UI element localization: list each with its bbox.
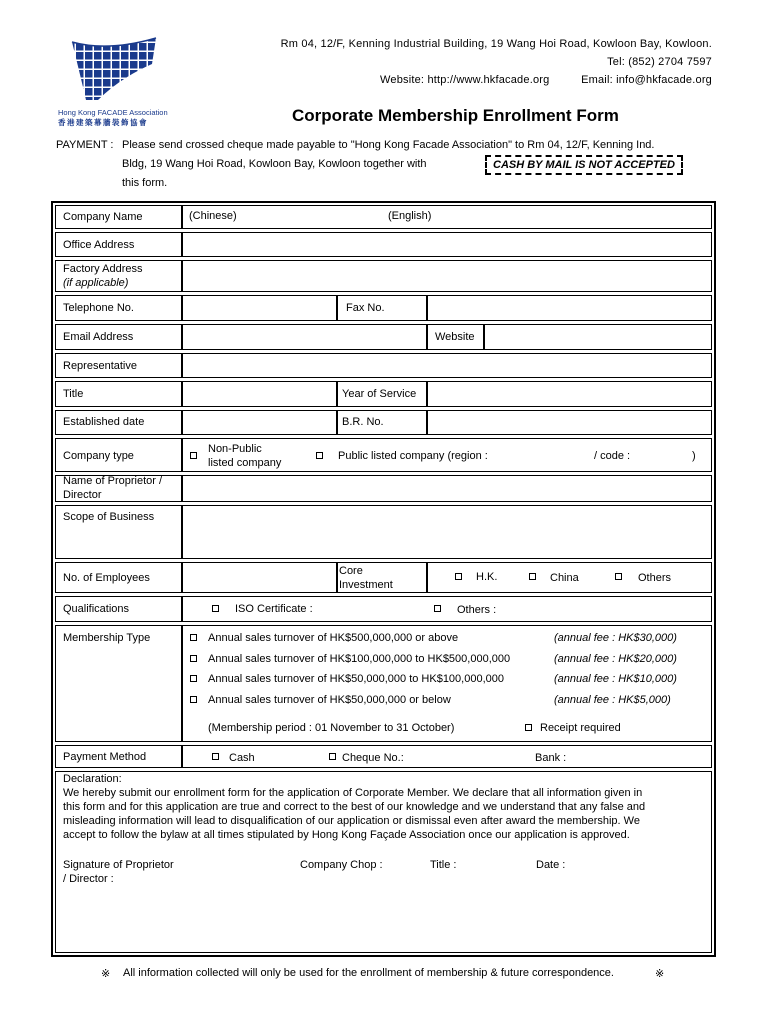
hk-label: H.K. bbox=[476, 571, 498, 583]
declaration-line: accept to follow the bylaw at all times stipulated by Hong Kong Façade Association once our application is approved. bbox=[63, 829, 630, 841]
factory-address-field[interactable] bbox=[182, 260, 712, 292]
non-public-label-2: listed company bbox=[208, 457, 282, 469]
payment-method-label: Payment Method bbox=[63, 751, 147, 763]
others-label: Others bbox=[638, 572, 672, 584]
br-no-label: B.R. No. bbox=[342, 416, 384, 428]
established-date-label: Established date bbox=[63, 416, 145, 428]
declaration-line: We hereby submit our enrollment form for the application of Corporate Member. We declare that all information given in bbox=[63, 787, 643, 799]
title-label: Title bbox=[63, 388, 84, 400]
membership-option-text: Annual sales turnover of HK$500,000,000 or above bbox=[208, 632, 459, 644]
office-address-field[interactable] bbox=[182, 232, 712, 257]
qualification-others-checkbox[interactable] bbox=[434, 605, 441, 612]
br-no-field[interactable] bbox=[427, 410, 712, 435]
qualifications-label: Qualifications bbox=[63, 603, 130, 615]
fax-label: Fax No. bbox=[346, 302, 385, 314]
factory-address-label: Factory Address bbox=[63, 263, 143, 275]
footer-note: All information collected will only be used for the enrollment of membership & future correspondence. bbox=[123, 967, 614, 979]
signature-label-1: Signature of Proprietor bbox=[63, 859, 174, 871]
cash-label: Cash bbox=[229, 752, 255, 764]
payment-line1: Please send crossed cheque made payable to "Hong Kong Facade Association" to Rm 04, 12/F, Kenning Ind. bbox=[122, 139, 655, 151]
header-website: Website: http://www.hkfacade.org bbox=[380, 74, 550, 86]
payment-line3: this form. bbox=[122, 177, 168, 189]
payment-method-cell bbox=[182, 745, 712, 768]
representative-label: Representative bbox=[63, 360, 137, 372]
membership-option-text: Annual sales turnover of HK$50,000,000 or below bbox=[208, 694, 451, 706]
public-listed-label: Public listed company (region : bbox=[338, 450, 488, 462]
website-field[interactable] bbox=[484, 324, 712, 350]
membership-option-checkbox[interactable] bbox=[190, 634, 197, 641]
email-field[interactable] bbox=[182, 324, 427, 350]
scope-label: Scope of Business bbox=[63, 511, 155, 523]
employees-label: No. of Employees bbox=[63, 572, 150, 584]
date-label: Date : bbox=[536, 859, 566, 871]
iso-checkbox[interactable] bbox=[212, 605, 219, 612]
website-label: Website bbox=[435, 331, 475, 343]
core-label-2: Investment bbox=[339, 579, 393, 591]
company-name-field[interactable] bbox=[182, 205, 712, 229]
chinese-label: (Chinese) bbox=[189, 210, 237, 222]
telephone-field[interactable] bbox=[182, 295, 337, 321]
receipt-checkbox[interactable] bbox=[525, 724, 532, 731]
employees-field[interactable] bbox=[182, 562, 337, 593]
year-of-service-field[interactable] bbox=[427, 381, 712, 407]
footer-mark-icon: ※ bbox=[655, 968, 665, 980]
declaration-title: Declaration: bbox=[63, 773, 122, 785]
code-label: / code : bbox=[594, 450, 631, 462]
iso-label: ISO Certificate : bbox=[235, 603, 313, 615]
scope-field[interactable] bbox=[182, 505, 712, 559]
membership-option-checkbox[interactable] bbox=[190, 655, 197, 662]
declaration-line: this form and for this application are true and correct to the best of our knowledge and we understand that any false and bbox=[63, 801, 646, 813]
logo-chinese: 香港建築幕牆裝飾協會 bbox=[58, 118, 148, 127]
company-type-label: Company type bbox=[63, 450, 134, 462]
if-applicable-label: (if applicable) bbox=[63, 277, 129, 289]
title-field[interactable] bbox=[182, 381, 337, 407]
membership-option-checkbox[interactable] bbox=[190, 675, 197, 682]
payment-label: PAYMENT : bbox=[56, 139, 114, 151]
membership-period: (Membership period : 01 November to 31 October) bbox=[208, 722, 455, 734]
cash-not-accepted-notice: CASH BY MAIL IS NOT ACCEPTED bbox=[485, 155, 683, 175]
qualification-others-label: Others : bbox=[457, 604, 497, 616]
cheque-label: Cheque No.: bbox=[342, 752, 404, 764]
declaration-line: misleading information will lead to disqualification of our application or dismissal even after award the membership. We bbox=[63, 815, 640, 827]
membership-option-fee: (annual fee : HK$20,000) bbox=[554, 653, 677, 665]
cash-checkbox[interactable] bbox=[212, 753, 219, 760]
email-label: Email Address bbox=[63, 331, 134, 343]
telephone-label: Telephone No. bbox=[63, 302, 134, 314]
logo-english: Hong Kong FACADE Association bbox=[58, 108, 168, 117]
hk-checkbox[interactable] bbox=[455, 573, 462, 580]
year-of-service-label: Year of Service bbox=[342, 388, 417, 400]
page-title: Corporate Membership Enrollment Form bbox=[292, 106, 619, 125]
china-label: China bbox=[550, 572, 579, 584]
cheque-checkbox[interactable] bbox=[329, 753, 336, 760]
membership-option-fee: (annual fee : HK$5,000) bbox=[554, 694, 671, 706]
proprietor-label-1: Name of Proprietor / bbox=[63, 475, 163, 487]
english-label: (English) bbox=[388, 210, 432, 222]
non-public-checkbox[interactable] bbox=[190, 452, 197, 459]
payment-line2: Bldg, 19 Wang Hoi Road, Kowloon Bay, Kowloon together with bbox=[122, 158, 427, 170]
logo-grid-icon bbox=[58, 34, 168, 104]
china-checkbox[interactable] bbox=[529, 573, 536, 580]
header-tel: Tel: (852) 2704 7597 bbox=[607, 56, 712, 68]
receipt-label: Receipt required bbox=[540, 722, 621, 734]
others-checkbox[interactable] bbox=[615, 573, 622, 580]
company-chop-label: Company Chop : bbox=[300, 859, 383, 871]
title-sign-label: Title : bbox=[430, 859, 457, 871]
membership-option-text: Annual sales turnover of HK$100,000,000 to HK$500,000,000 bbox=[208, 653, 511, 665]
bank-label: Bank : bbox=[535, 752, 567, 764]
membership-option-checkbox[interactable] bbox=[190, 696, 197, 703]
header-email: Email: info@hkfacade.org bbox=[581, 74, 712, 86]
footer-mark-icon: ※ bbox=[101, 968, 111, 980]
proprietor-label-2: Director bbox=[63, 489, 102, 501]
close-paren: ) bbox=[692, 450, 696, 462]
company-name-label: Company Name bbox=[63, 211, 143, 223]
header-address: Rm 04, 12/F, Kenning Industrial Building, 19 Wang Hoi Road, Kowloon Bay, Kowloon. bbox=[280, 38, 712, 50]
core-label-1: Core bbox=[339, 565, 363, 577]
office-address-label: Office Address bbox=[63, 239, 135, 251]
membership-option-fee: (annual fee : HK$30,000) bbox=[554, 632, 677, 644]
membership-type-label: Membership Type bbox=[63, 632, 151, 644]
signature-label-2: / Director : bbox=[63, 873, 114, 885]
non-public-label-1: Non-Public bbox=[208, 443, 262, 455]
membership-option-fee: (annual fee : HK$10,000) bbox=[554, 673, 677, 685]
fax-field[interactable] bbox=[427, 295, 712, 321]
membership-option-text: Annual sales turnover of HK$50,000,000 to HK$100,000,000 bbox=[208, 673, 504, 685]
public-listed-checkbox[interactable] bbox=[316, 452, 323, 459]
representative-field[interactable] bbox=[182, 353, 712, 378]
established-date-field[interactable] bbox=[182, 410, 337, 435]
proprietor-field[interactable] bbox=[182, 475, 712, 502]
